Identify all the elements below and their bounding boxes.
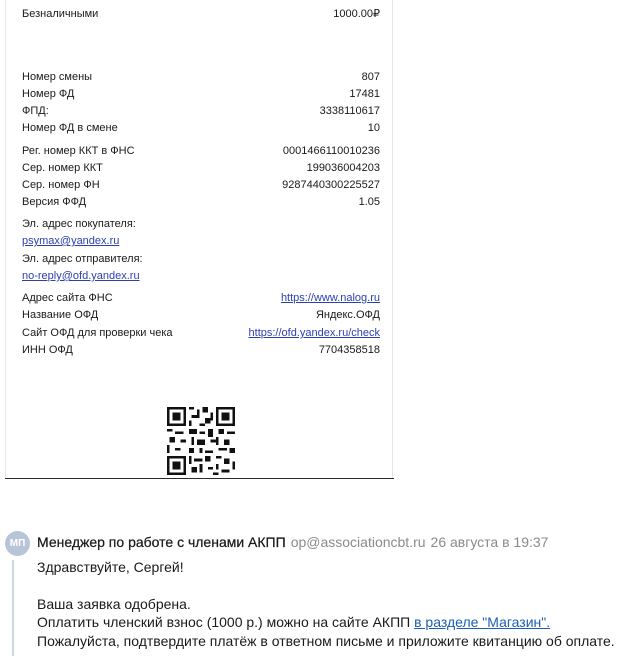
confirm-text: Пожалуйста, подтвердите платёж в ответном письме и приложите квитанцию об оплате. <box>37 633 615 649</box>
kkt-serial-label: Сер. номер ККТ <box>22 162 103 174</box>
buyer-email-label: Эл. адрес покупателя: <box>22 218 136 230</box>
fns-site-row <box>22 290 380 307</box>
payment-text <box>37 613 550 631</box>
fd-number-row <box>22 86 380 103</box>
ofd-name-row <box>22 307 380 324</box>
greeting-text: Здравствуйте, Сергей! <box>37 559 184 575</box>
shift-number-value: 807 <box>361 71 380 83</box>
kkt-reg-label: Рег. номер ККТ в ФНС <box>22 145 135 157</box>
shop-section-link[interactable]: в разделе "Магазин". <box>414 614 551 630</box>
ofd-name-value: Яндекс.ОФД <box>315 309 380 321</box>
fd-number-label: Номер ФД <box>22 88 75 100</box>
ffd-version-row <box>22 194 380 211</box>
approval-text: Ваша заявка одобрена. <box>37 596 191 612</box>
fd-number-value: 17481 <box>349 88 380 100</box>
payment-label: Безналичными <box>22 8 99 20</box>
sender-avatar[interactable]: МП <box>5 531 30 556</box>
fpd-row <box>22 103 380 120</box>
ofd-site-label: Сайт ОФД для проверки чека <box>22 327 173 339</box>
message-date: 26 августа в 19:37 <box>430 534 549 550</box>
ofd-name-label: Название ОФД <box>22 309 99 321</box>
kkt-reg-row <box>22 143 380 160</box>
ofd-inn-value: 7704358518 <box>318 344 380 356</box>
kkt-serial-row <box>22 160 380 177</box>
kkt-reg-value: 0001466110010236 <box>282 145 380 157</box>
payment-value: 1000.00₽ <box>333 8 380 20</box>
receipt <box>5 0 393 478</box>
ffd-version-value: 1.05 <box>358 196 380 208</box>
payment-text-body: Оплатить членский взнос (1000 р.) можно на сайте АКПП <box>37 614 411 630</box>
receipt-divider <box>5 478 394 479</box>
fn-serial-label: Сер. номер ФН <box>22 179 100 191</box>
shift-number-label: Номер смены <box>22 71 93 83</box>
sender-email[interactable]: op@associationcbt.ru <box>290 534 426 550</box>
sender-email-label: Эл. адрес отправителя: <box>22 253 143 265</box>
ofd-inn-label: ИНН ОФД <box>22 344 73 356</box>
ofd-inn-row <box>22 342 380 359</box>
ffd-version-label: Версия ФФД <box>22 196 87 208</box>
sender-name[interactable]: Менеджер по работе с членами АКПП <box>37 534 286 550</box>
fns-site-label: Адрес сайта ФНС <box>22 292 113 304</box>
fn-serial-row <box>22 177 380 194</box>
qr-code-icon <box>167 407 235 475</box>
fd-in-shift-row <box>22 120 380 137</box>
kkt-serial-value: 199036004203 <box>306 162 380 174</box>
sender-email-link[interactable]: no-reply@ofd.yandex.ru <box>22 270 140 282</box>
ofd-site-link[interactable]: https://ofd.yandex.ru/check <box>248 327 380 339</box>
fd-in-shift-value: 10 <box>367 122 380 134</box>
fpd-label: ФПД: <box>22 105 49 117</box>
payment-row <box>22 6 380 23</box>
fd-in-shift-label: Номер ФД в смене <box>22 122 118 134</box>
ofd-site-row <box>22 325 380 342</box>
quote-bar <box>12 560 14 656</box>
fn-serial-value: 9287440300225527 <box>282 179 380 191</box>
buyer-email-link[interactable]: psymax@yandex.ru <box>22 235 120 247</box>
shift-number-row <box>22 69 380 86</box>
message-header <box>37 533 548 551</box>
fpd-value: 3338110617 <box>319 105 380 117</box>
fns-site-link[interactable]: https://www.nalog.ru <box>280 292 380 304</box>
